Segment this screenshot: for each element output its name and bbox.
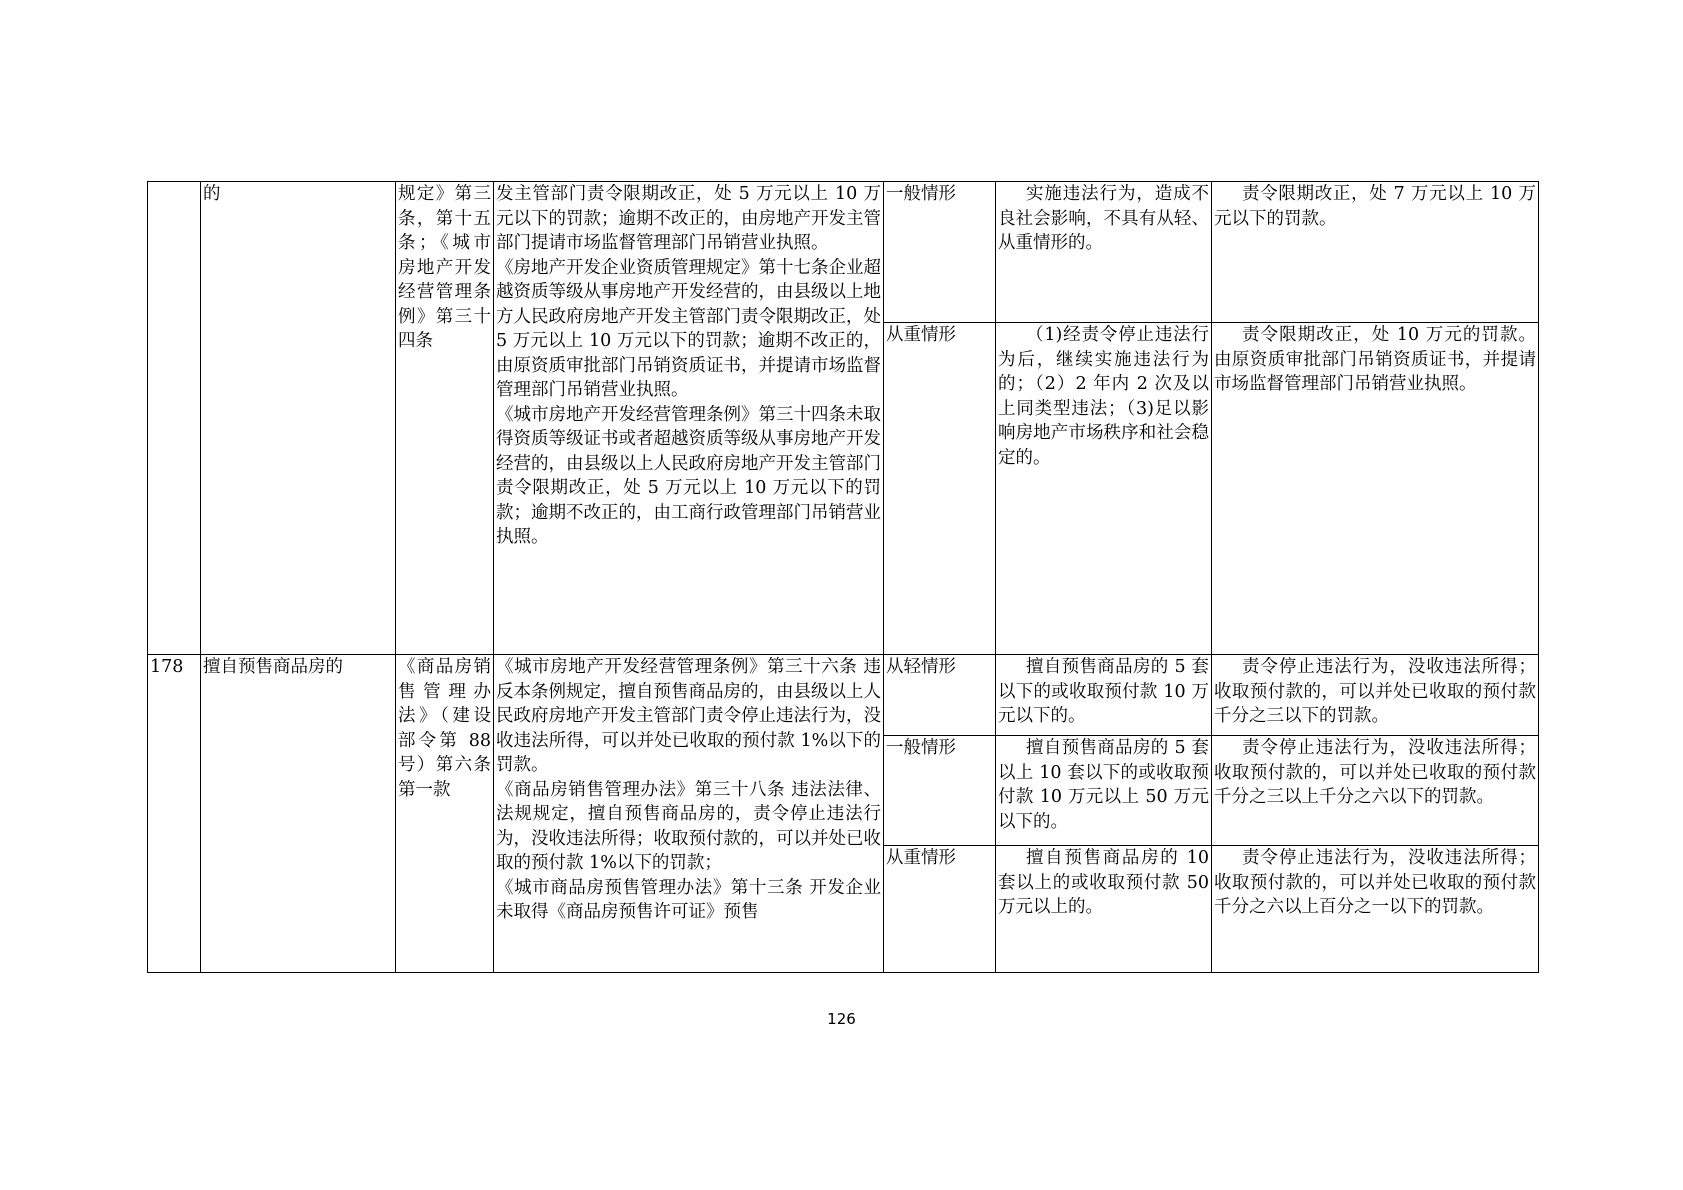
condition-cell: 擅自预售商品房的 10 套以上的或收取预付款 50 万元以上的。 <box>996 846 1212 973</box>
page-number: 126 <box>827 1010 856 1028</box>
penalty-basis-cell: 《城市房地产开发经营管理条例》第三十六条 违反本条例规定，擅自预售商品房的，由县级以上人民政府房地产开发主管部门责令停止违法行为，没收违法所得，可以并处已收取的预付款 1%以下的罚款。 《商品房销售管理办法》第三十八条 违法法律、法规规定，擅自预售商品房的，责令停止违法行为，没收违法所得；收取预付款的，可以并处已收取的预付款 1%以下的罚款； 《城市商品房预售管理办法》第十三条 开发企业未取得《商品房预售许可证》预售 <box>494 655 884 973</box>
circumstance-cell: 从重情形 <box>884 846 996 973</box>
condition-cell: 实施违法行为，造成不良社会影响，不具有从轻、从重情形的。 <box>996 182 1212 323</box>
circumstance-cell: 一般情形 <box>884 736 996 846</box>
condition-cell: 擅自预售商品房的 5 套以下的或收取预付款 10 万元以下的。 <box>996 655 1212 736</box>
circumstance-cell: 从轻情形 <box>884 655 996 736</box>
condition-cell: 擅自预售商品房的 5 套以上 10 套以下的或收取预付款 10 万元以上 50 万元以下的。 <box>996 736 1212 846</box>
penalty-standards-table <box>147 181 1539 973</box>
condition-cell: （1)经责令停止违法行为后，继续实施违法行为的；（2）2 年内 2 次及以上同类型违法；（3)足以影响房地产市场秩序和社会稳定的。 <box>996 323 1212 655</box>
table-row <box>148 182 1539 323</box>
penalty-standard-cell: 责令停止违法行为，没收违法所得；收取预付款的，可以并处已收取的预付款千分之六以上百分之一以下的罚款。 <box>1212 846 1539 973</box>
penalty-standard-cell: 责令限期改正，处 7 万元以上 10 万元以下的罚款。 <box>1212 182 1539 323</box>
penalty-standard-cell: 责令限期改正，处 10 万元的罚款。由原资质审批部门吊销资质证书，并提请市场监督管理部门吊销营业执照。 <box>1212 323 1539 655</box>
violation-item-cell: 的 <box>201 182 396 655</box>
penalty-basis-cell: 发主管部门责令限期改正，处 5 万元以上 10 万元以下的罚款；逾期不改正的，由房地产开发主管部门提请市场监督管理部门吊销营业执照。 《房地产开发企业资质管理规定》第十七条企业超越资质等级从事房地产开发经营的，由县级以上地方人民政府房地产开发主管部门责令限期改正，处 5 万元以上 10 万元以下的罚款；逾期不改正的，由原资质审批部门吊销资质证书，并提请市场监督管理部门吊销营业执照。 《城市房地产开发经营管理条例》第三十四条未取得资质等级证书或者超越资质等级从事房地产开发经营的，由县级以上人民政府房地产开发主管部门责令限期改正，处 5 万元以上 10 万元以下的罚款；逾期不改正的，由工商行政管理部门吊销营业执照。 <box>494 182 884 655</box>
violation-item-cell: 擅自预售商品房的 <box>201 655 396 973</box>
penalty-standard-cell: 责令停止违法行为，没收违法所得；收取预付款的，可以并处已收取的预付款千分之三以上千分之六以下的罚款。 <box>1212 736 1539 846</box>
table-row <box>148 655 1539 736</box>
sequence-number-cell <box>148 182 201 655</box>
sequence-number-cell: 178 <box>148 655 201 973</box>
penalty-standard-cell: 责令停止违法行为，没收违法所得；收取预付款的，可以并处已收取的预付款千分之三以下的罚款。 <box>1212 655 1539 736</box>
circumstance-cell: 一般情形 <box>884 182 996 323</box>
legal-reference-cell: 规定》第三条，第十五条；《城市房地产开发经营管理条例》第三十四条 <box>396 182 494 655</box>
legal-reference-cell: 《商品房销售管理办法》（建设部令第 88 号）第六条第一款 <box>396 655 494 973</box>
circumstance-cell: 从重情形 <box>884 323 996 655</box>
